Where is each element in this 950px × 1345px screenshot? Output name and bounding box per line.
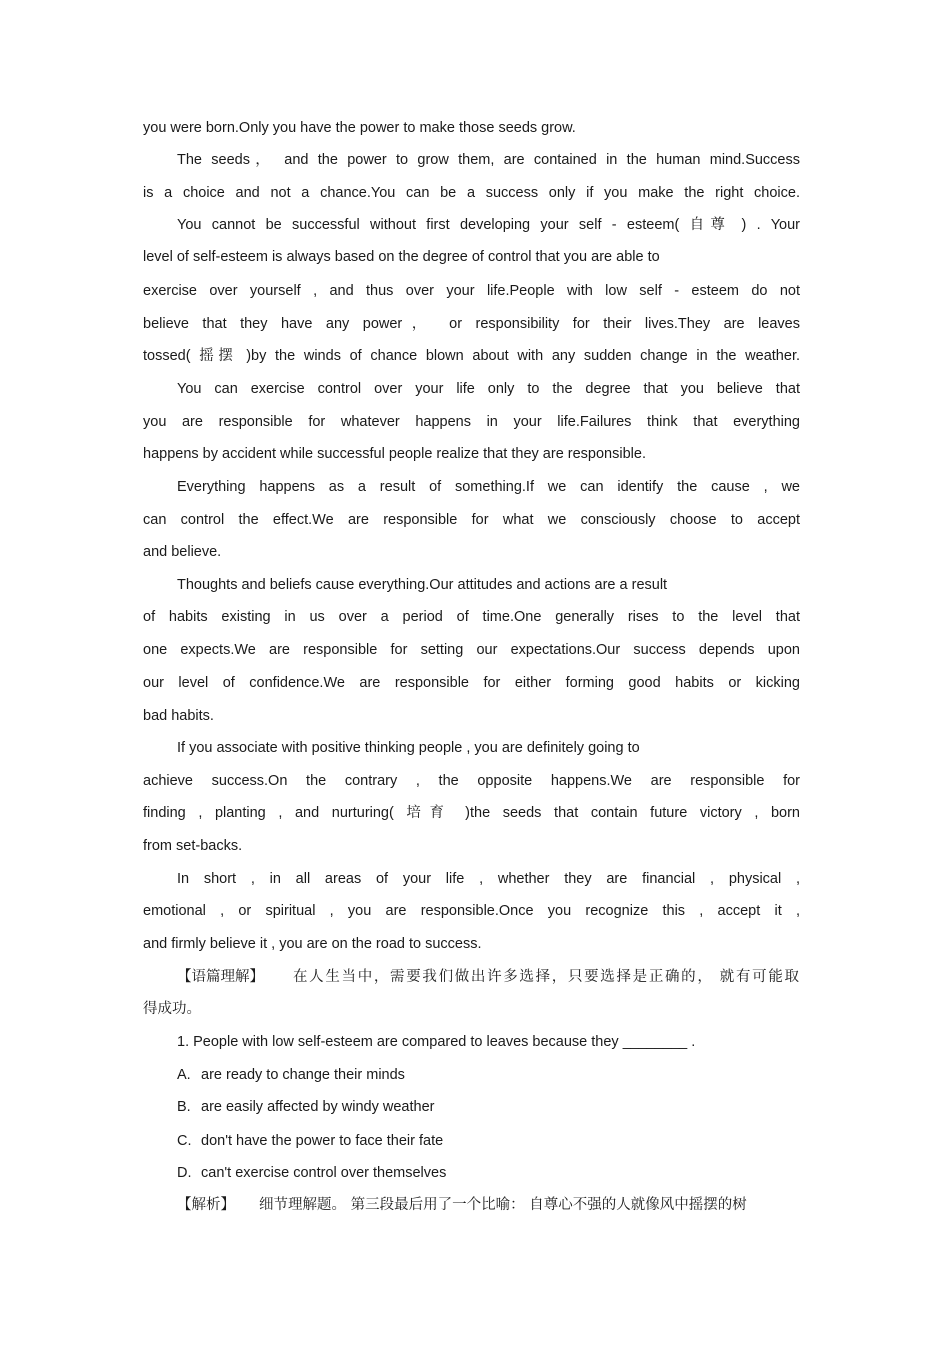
passage-line: our level of confidence.We are responsible for either forming good habits or kicking [143, 675, 800, 691]
passage-line: is a choice and not a chance.You can be a success only if you make the right choice. [143, 185, 800, 201]
passage-line: happens by accident while successful people realize that they are responsible. [143, 446, 646, 462]
passage-line: bad habits. [143, 708, 214, 724]
analysis-label: 【解析】 [177, 1197, 235, 1213]
passage-line: If you associate with positive thinking people , you are definitely going to [177, 740, 640, 756]
passage-line: finding , planting , and nurturing( 培育 )the seeds that contain future victory , born [143, 805, 800, 821]
passage-line: tossed( 摇摆 )by the winds of chance blown about with any sudden change in the weather. [143, 348, 800, 364]
passage-line: Everything happens as a result of something.If we can identify the cause , we [177, 479, 800, 495]
passage-line: from set-backs. [143, 838, 243, 854]
passage-line: can control the effect.We are responsible for what we consciously choose to accept [143, 512, 800, 528]
passage-line: Thoughts and beliefs cause everything.Our attitudes and actions are a result [177, 577, 668, 593]
passage-line: You can exercise control over your life only to the degree that you believe that [177, 381, 800, 397]
passage-line: of habits existing in us over a period of time.One generally rises to the level that [143, 609, 800, 625]
passage-line: level of self-esteem is always based on the degree of control that you are able to [143, 249, 660, 265]
passage-line: you were born.Only you have the power to make those seeds grow. [143, 120, 576, 136]
summary-text-continued: 得成功。 [143, 1001, 201, 1017]
passage-line: you are responsible for whatever happens in your life.Failures think that everything [143, 414, 800, 430]
summary-label: 【语篇理解】 [177, 969, 264, 985]
option-letter: A. [177, 1067, 191, 1083]
option-text: can't exercise control over themselves [201, 1165, 447, 1181]
summary-text: 在人生当中，需要我们做出许多选择，只要选择是正确的， 就有可能取 [293, 969, 799, 985]
option-text: are ready to change their minds [201, 1067, 405, 1083]
passage-line: In short , in all areas of your life , whether they are financial , physical , [177, 871, 800, 887]
option-letter: C. [177, 1133, 192, 1149]
passage-line: You cannot be successful without first developing your self - esteem( 自尊 ) . Your [177, 217, 800, 233]
option-letter: B. [177, 1099, 191, 1115]
passage-line: and firmly believe it , you are on the road to success. [143, 936, 482, 952]
option-text: are easily affected by windy weather [201, 1099, 435, 1115]
passage-line: one expects.We are responsible for setting our expectations.Our success depends upon [143, 642, 800, 658]
option-letter: D. [177, 1165, 192, 1181]
passage-line: exercise over yourself , and thus over your life.People with low self - esteem do not [143, 283, 800, 299]
passage-line: achieve success.On the contrary , the opposite happens.We are responsible for [143, 773, 800, 789]
passage-line: emotional , or spiritual , you are responsible.Once you recognize this , accept it , [143, 903, 800, 919]
passage-line: The seeds， and the power to grow them, are contained in the human mind.Success [177, 152, 800, 168]
passage-line: and believe. [143, 544, 222, 560]
question-stem: 1. People with low self-esteem are compared to leaves because they ________ . [177, 1034, 696, 1050]
analysis-text: 细节理解题。 第三段最后用了一个比喻： 自尊心不强的人就像风中摇摆的树 [259, 1197, 747, 1213]
passage-line: believe that they have any power， or responsibility for their lives.They are leaves [143, 316, 800, 332]
option-text: don't have the power to face their fate [201, 1133, 444, 1149]
